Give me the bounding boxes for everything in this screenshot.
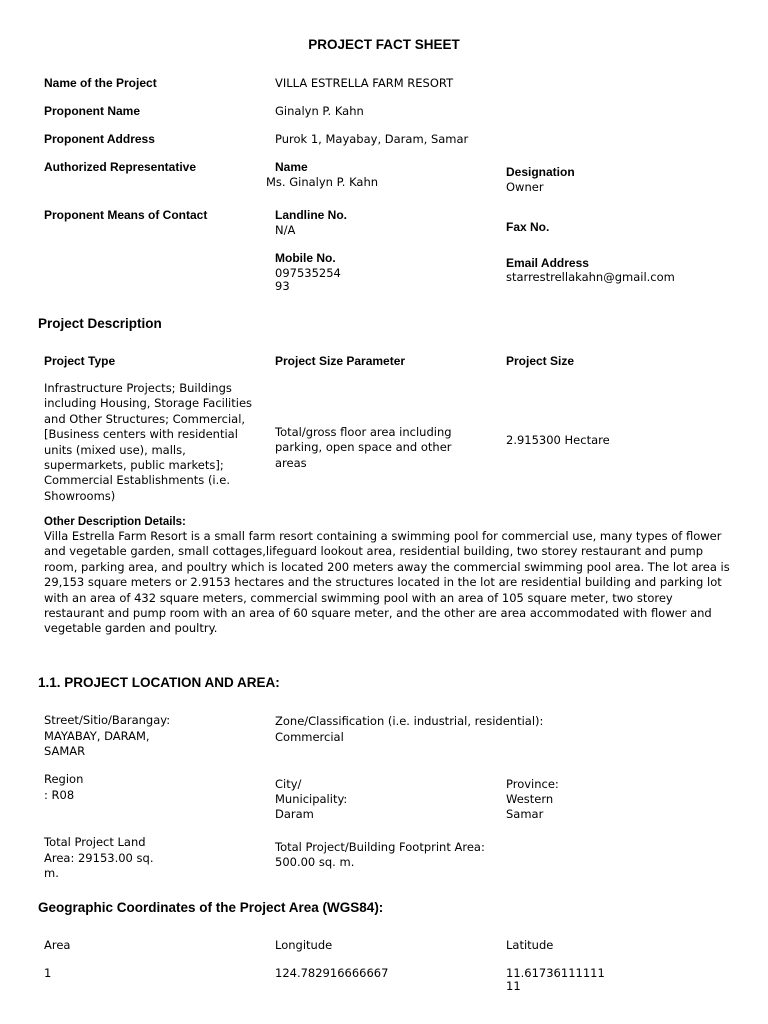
province-value-line2: Samar (506, 807, 544, 821)
location-heading: 1.1. PROJECT LOCATION AND AREA: (38, 675, 280, 690)
fax-label: Fax No. (506, 220, 550, 234)
mobile-value-line2: 93 (275, 279, 290, 293)
proponent-name-value: Ginalyn P. Kahn (275, 104, 364, 118)
area-header: Area (44, 938, 71, 952)
land-area-line3: m. (44, 866, 59, 880)
footprint-value: 500.00 sq. m. (275, 855, 355, 869)
latitude-value-line1: 11.61736111111 (506, 966, 605, 980)
designation-value: Owner (506, 180, 544, 194)
street-value-line2: SAMAR (44, 744, 86, 758)
street-value-line1: MAYABAY, DARAM, (44, 729, 150, 743)
footprint-label: Total Project/Building Footprint Area: (275, 840, 485, 854)
page-title: PROJECT FACT SHEET (308, 37, 460, 52)
land-area-line1: Total Project Land (44, 835, 146, 849)
mobile-value-line1: 097535254 (275, 266, 341, 280)
landline-label: Landline No. (275, 208, 347, 222)
project-size-header: Project Size (506, 354, 575, 368)
email-value: starrestrellakahn@gmail.com (506, 270, 675, 284)
proponent-address-label: Proponent Address (44, 132, 155, 146)
project-name-label: Name of the Project (44, 76, 157, 90)
rep-name-label: Name (275, 160, 308, 174)
project-size-parameter-value: Total/gross floor area including parking, open space and other areas (275, 425, 452, 470)
city-label-line2: Municipality: (275, 792, 348, 806)
longitude-value: 124.782916666667 (275, 966, 389, 980)
project-size-value: 2.915300 Hectare (506, 433, 610, 447)
project-name-value: VILLA ESTRELLA FARM RESORT (275, 76, 454, 90)
street-label: Street/Sitio/Barangay: (44, 713, 171, 727)
longitude-header: Longitude (275, 938, 333, 952)
proponent-name-label: Proponent Name (44, 104, 141, 118)
authorized-rep-label: Authorized Representative (44, 160, 197, 174)
latitude-header: Latitude (506, 938, 554, 952)
project-size-parameter-header: Project Size Parameter (275, 354, 406, 368)
coordinates-heading: Geographic Coordinates of the Project Area (WGS84): (38, 900, 384, 915)
designation-label: Designation (506, 165, 575, 179)
contact-label: Proponent Means of Contact (44, 208, 208, 222)
latitude-value-line2: 11 (506, 979, 521, 993)
land-area-line2: Area: 29153.00 sq. (44, 851, 154, 865)
project-type-value: Infrastructure Projects; Buildings including Housing, Storage Facilities and Other Structures; Commercial, [Business centers with residential units (mixed use), malls, supermarkets, public markets]; Commercial Establishments (i.e. Showrooms) (44, 381, 253, 503)
project-description-heading: Project Description (38, 316, 162, 331)
mobile-label: Mobile No. (275, 251, 336, 265)
region-label: Region (44, 772, 84, 786)
project-type-header: Project Type (44, 354, 116, 368)
landline-value: N/A (275, 223, 296, 237)
area-value: 1 (44, 966, 52, 980)
city-value: Daram (275, 807, 314, 821)
zone-label: Zone/Classification (i.e. industrial, residential): (275, 714, 544, 728)
province-value-line1: Western (506, 792, 554, 806)
province-label: Province: (506, 777, 559, 791)
proponent-address-value: Purok 1, Mayabay, Daram, Samar (275, 132, 469, 146)
zone-value: Commercial (275, 730, 344, 744)
city-label-line1: City/ (275, 777, 302, 791)
region-value: : R08 (44, 788, 75, 802)
email-label: Email Address (506, 256, 589, 270)
rep-name-value: Ms. Ginalyn P. Kahn (266, 175, 379, 189)
other-details-text: Villa Estrella Farm Resort is a small farm resort containing a swimming pool for commercial use, many types of flower and vegetable garden, small cottages,lifeguard lookout area, residential building, two storey restaurant and pump room, parking area, and poultry which is located 200 meters away the commercial swimming pool area. The lot area is 29,153 square meters or 2.9153 hectares and the structures located in the lot are residential building and parking lot with an area of 432 square meters, commercial swimming pool with an area of 105 square meter, two storey restaurant and pump room with an area of 60 square meter, and the other are area accommodated with flower and vegetable garden and poultry. (44, 529, 730, 636)
other-details-label: Other Description Details: (44, 516, 186, 528)
